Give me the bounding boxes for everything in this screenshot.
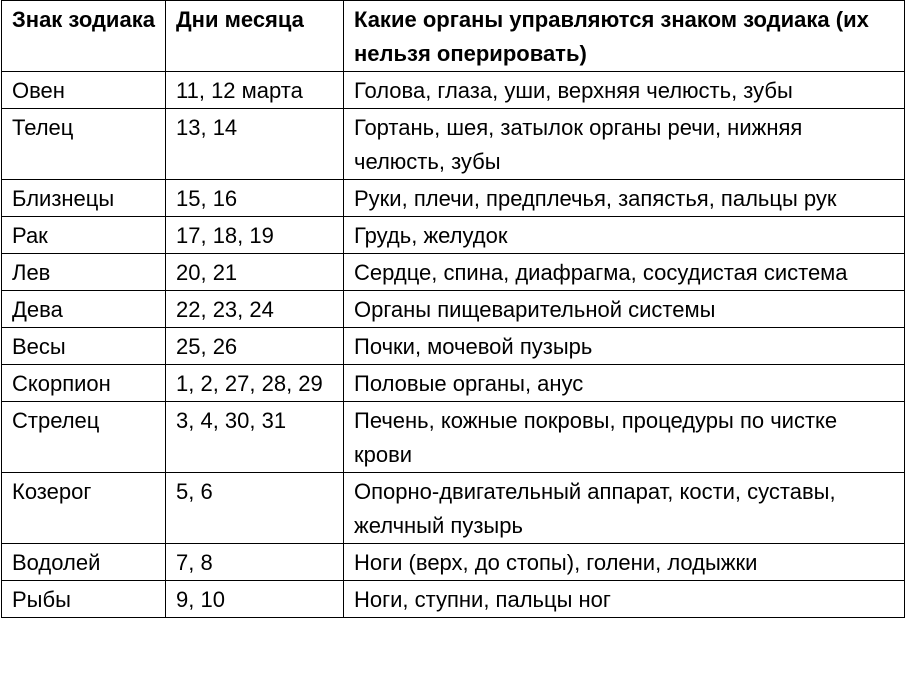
cell-days: 17, 18, 19 <box>166 217 344 254</box>
cell-sign: Весы <box>2 328 166 365</box>
cell-sign: Рыбы <box>2 581 166 618</box>
zodiac-organs-table <box>1 0 905 618</box>
cell-days: 9, 10 <box>166 581 344 618</box>
cell-days: 20, 21 <box>166 254 344 291</box>
cell-days: 3, 4, 30, 31 <box>166 402 344 473</box>
cell-days: 22, 23, 24 <box>166 291 344 328</box>
table-row <box>2 217 905 254</box>
cell-organs: Половые органы, анус <box>344 365 905 402</box>
cell-organs: Опорно-двигательный аппарат, кости, суставы, желчный пузырь <box>344 473 905 544</box>
cell-organs: Печень, кожные покровы, процедуры по чистке крови <box>344 402 905 473</box>
table-row <box>2 180 905 217</box>
cell-organs: Грудь, желудок <box>344 217 905 254</box>
cell-sign: Водолей <box>2 544 166 581</box>
cell-organs: Руки, плечи, предплечья, запястья, пальцы рук <box>344 180 905 217</box>
table-row <box>2 291 905 328</box>
table-row <box>2 365 905 402</box>
header-organs: Какие органы управляются знаком зодиака (их нельзя оперировать) <box>344 1 905 72</box>
cell-sign: Козерог <box>2 473 166 544</box>
cell-organs: Ноги, ступни, пальцы ног <box>344 581 905 618</box>
cell-sign: Телец <box>2 109 166 180</box>
cell-organs: Ноги (верх, до стопы), голени, лодыжки <box>344 544 905 581</box>
cell-days: 25, 26 <box>166 328 344 365</box>
header-sign: Знак зодиака <box>2 1 166 72</box>
cell-sign: Стрелец <box>2 402 166 473</box>
table-row <box>2 581 905 618</box>
table-row <box>2 109 905 180</box>
cell-organs: Почки, мочевой пузырь <box>344 328 905 365</box>
cell-sign: Скорпион <box>2 365 166 402</box>
cell-organs: Органы пищеварительной системы <box>344 291 905 328</box>
cell-sign: Рак <box>2 217 166 254</box>
cell-sign: Лев <box>2 254 166 291</box>
cell-organs: Сердце, спина, диафрагма, сосудистая система <box>344 254 905 291</box>
table-row <box>2 254 905 291</box>
cell-organs: Гортань, шея, затылок органы речи, нижняя челюсть, зубы <box>344 109 905 180</box>
header-days: Дни месяца <box>166 1 344 72</box>
table-row <box>2 72 905 109</box>
cell-days: 11, 12 марта <box>166 72 344 109</box>
table-header-row <box>2 1 905 72</box>
table-row <box>2 402 905 473</box>
cell-days: 13, 14 <box>166 109 344 180</box>
table-row <box>2 544 905 581</box>
cell-days: 1, 2, 27, 28, 29 <box>166 365 344 402</box>
table-row <box>2 328 905 365</box>
table-row <box>2 473 905 544</box>
cell-days: 15, 16 <box>166 180 344 217</box>
cell-days: 5, 6 <box>166 473 344 544</box>
cell-days: 7, 8 <box>166 544 344 581</box>
cell-sign: Дева <box>2 291 166 328</box>
cell-sign: Овен <box>2 72 166 109</box>
cell-organs: Голова, глаза, уши, верхняя челюсть, зубы <box>344 72 905 109</box>
cell-sign: Близнецы <box>2 180 166 217</box>
